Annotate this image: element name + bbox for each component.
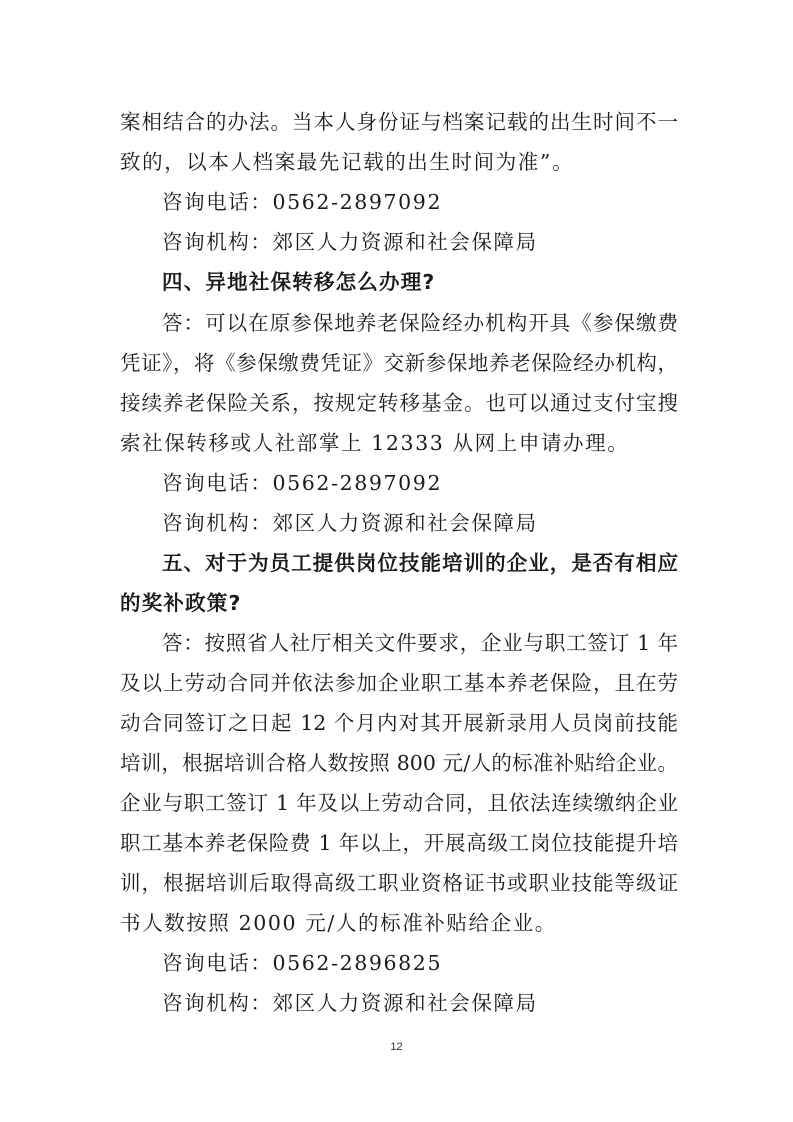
answer-line: 书人数按照 2000 元/人的标准补贴给企业。 xyxy=(120,911,557,935)
answer-line: 训，根据培训后取得高级工职业资格证书或职业技能等级证 xyxy=(120,871,678,895)
consult-agency: 咨询机构：郊区人力资源和社会保障局 xyxy=(162,991,538,1015)
answer-line: 凭证》，将《参保缴费凭证》交新参保地养老保险经办机构， xyxy=(120,351,678,375)
answer-line: 培训，根据培训合格人数按照 800 元/人的标准补贴给企业。 xyxy=(120,751,678,775)
answer-line: 答：可以在原参保地养老保险经办机构开具《参保缴费 xyxy=(162,311,678,335)
paragraph-line: 案相结合的办法。当本人身份证与档案记载的出生时间不一 xyxy=(120,110,678,134)
section-heading-5: 五、对于为员工提供岗位技能培训的企业，是否有相应 xyxy=(162,551,678,575)
consult-agency: 咨询机构：郊区人力资源和社会保障局 xyxy=(162,511,538,535)
answer-line: 接续养老保险关系，按规定转移基金。也可以通过支付宝搜 xyxy=(120,391,678,415)
page-number: 12 xyxy=(390,1041,403,1053)
paragraph-line: 致的，以本人档案最先记载的出生时间为准”。 xyxy=(120,150,575,174)
section-heading-5-cont: 的奖补政策? xyxy=(120,591,242,615)
consult-phone: 咨询电话：0562-2897092 xyxy=(162,471,443,495)
answer-line: 企业与职工签订 1 年及以上劳动合同，且依法连续缴纳企业 xyxy=(120,791,678,815)
consult-phone: 咨询电话：0562-2897092 xyxy=(162,190,443,214)
answer-line: 索社保转移或人社部掌上 12333 从网上申请办理。 xyxy=(120,431,630,455)
consult-agency: 咨询机构：郊区人力资源和社会保障局 xyxy=(162,230,538,254)
answer-line: 及以上劳动合同并依法参加企业职工基本养老保险，且在劳 xyxy=(120,671,678,695)
consult-phone: 咨询电话：0562-2896825 xyxy=(162,951,443,975)
section-heading-4: 四、异地社保转移怎么办理? xyxy=(162,270,436,294)
answer-line: 答：按照省人社厅相关文件要求，企业与职工签订 1 年 xyxy=(162,631,678,655)
answer-line: 动合同签订之日起 12 个月内对其开展新录用人员岗前技能 xyxy=(120,711,678,735)
answer-line: 职工基本养老保险费 1 年以上，开展高级工岗位技能提升培 xyxy=(120,831,678,855)
